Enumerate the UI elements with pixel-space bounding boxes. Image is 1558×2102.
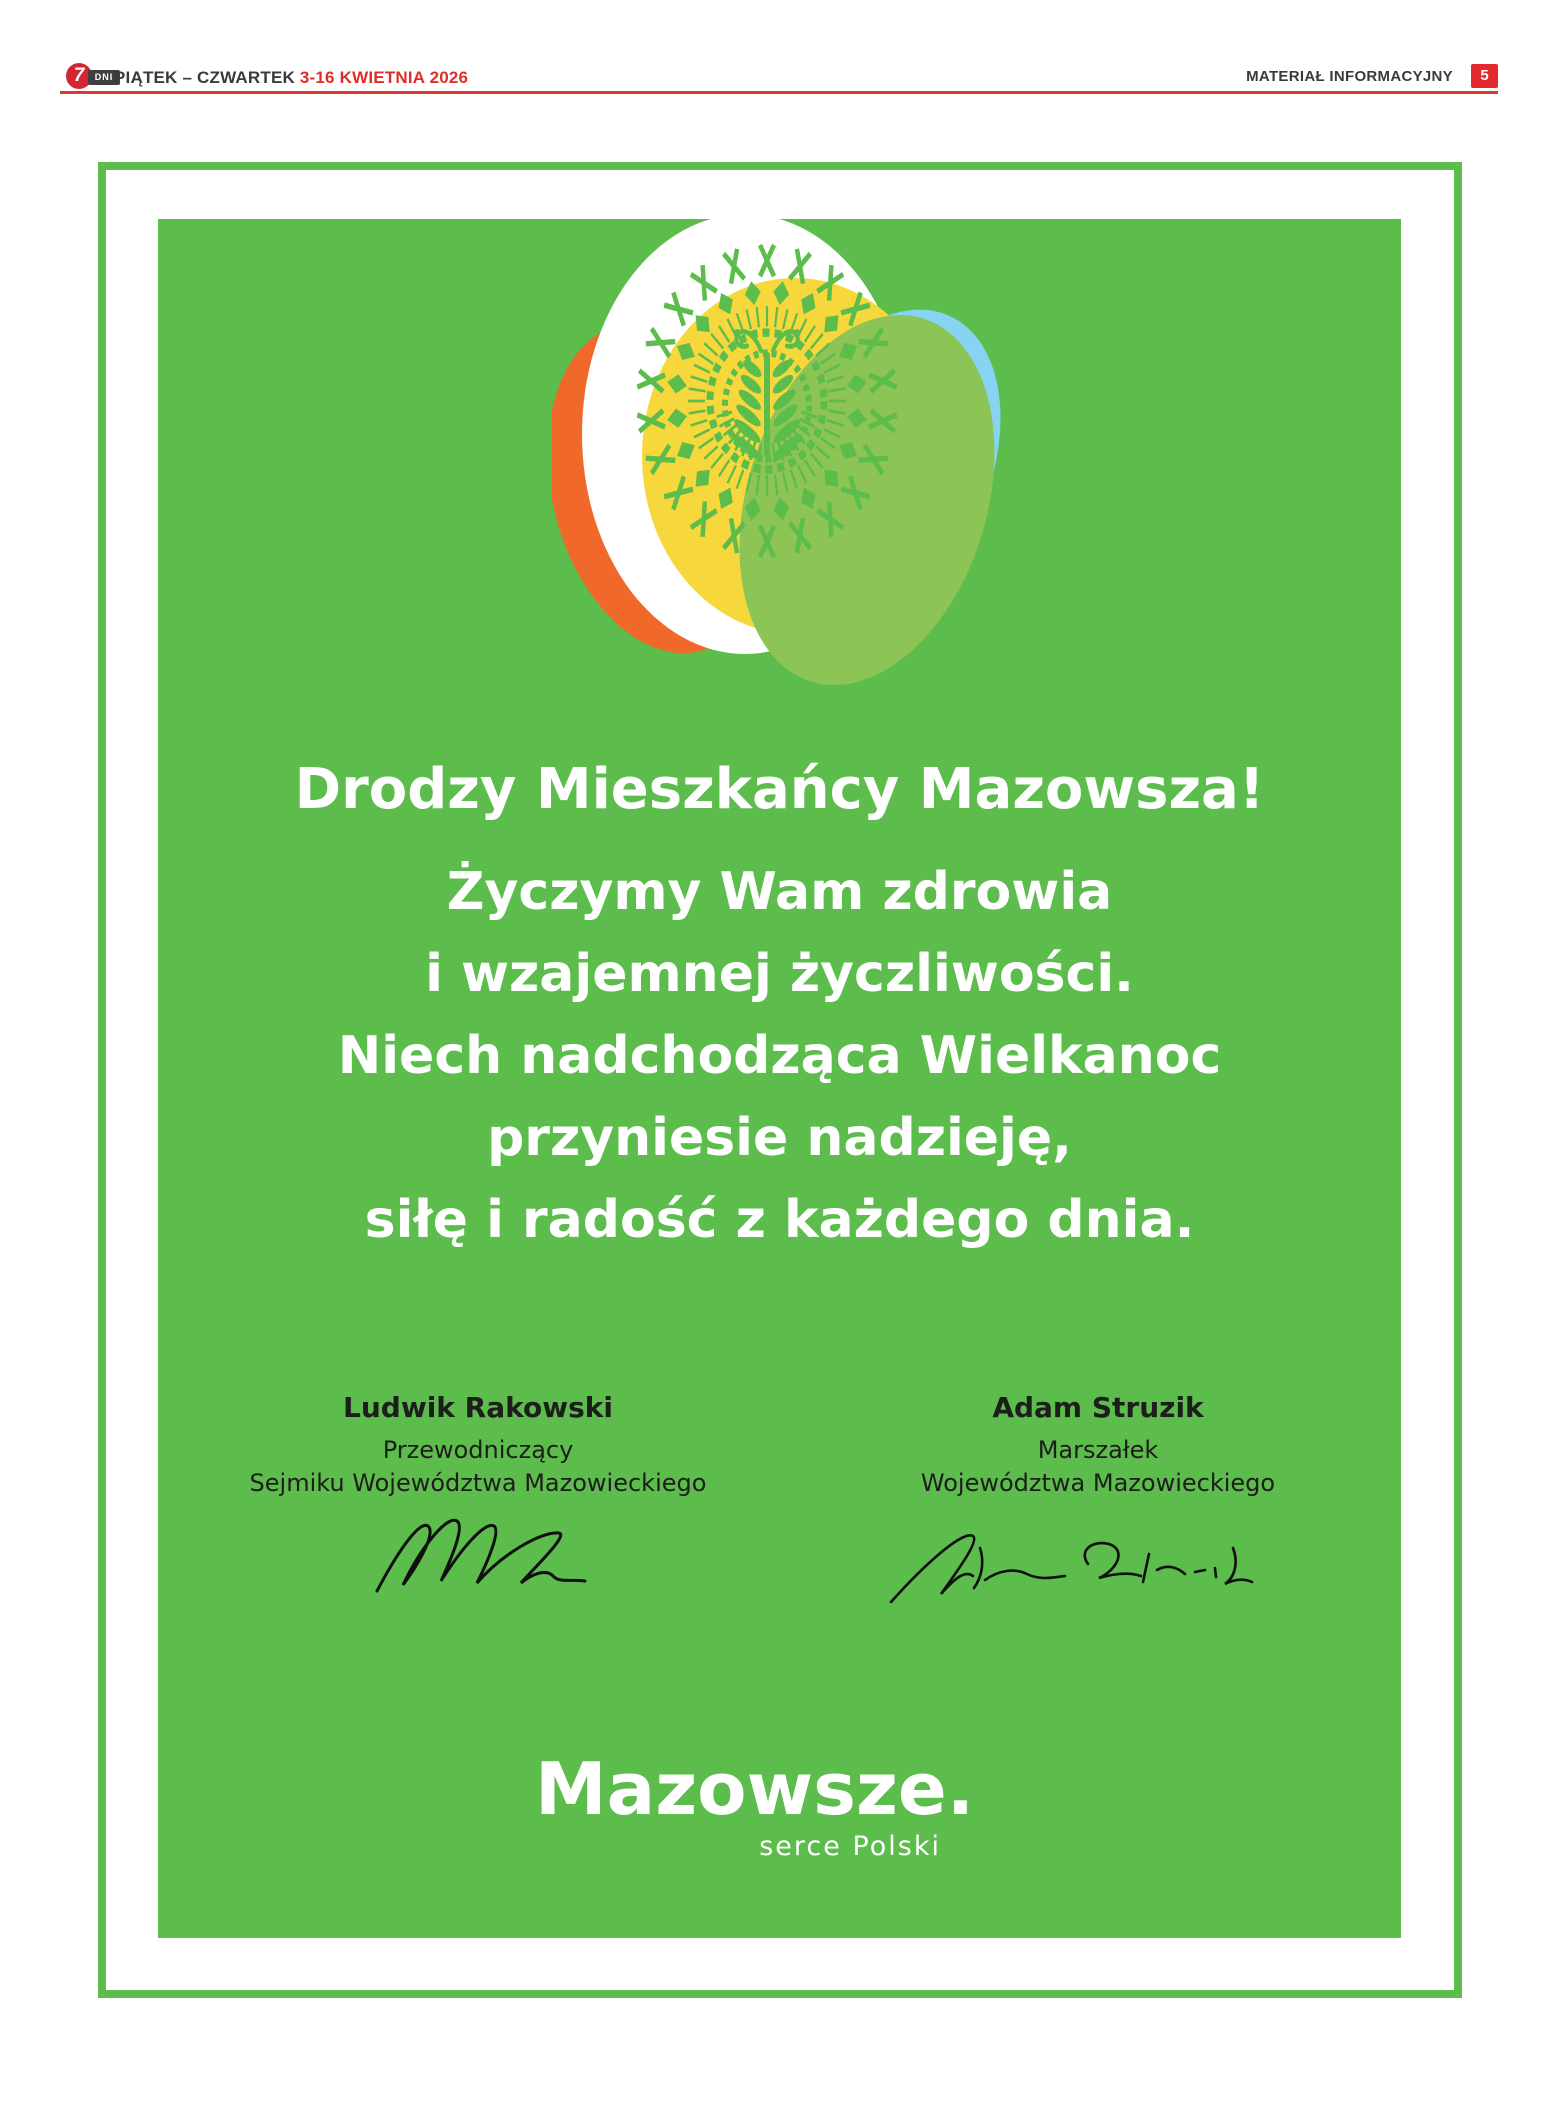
greeting-line: siłę i radość z każdego dnia. xyxy=(364,1190,1195,1250)
signatory-title: Sejmiku Województwa Mazowieckiego xyxy=(249,1469,707,1497)
greeting-text xyxy=(158,851,1401,1261)
easter-egg-illustration xyxy=(552,213,1012,713)
signature-adam-struzik xyxy=(883,1514,1268,1609)
greeting-card-panel xyxy=(158,219,1401,1938)
header-rule xyxy=(60,91,1498,94)
signatory-right xyxy=(858,1391,1338,1500)
signatory-name: Adam Struzik xyxy=(992,1391,1204,1424)
signatory-left xyxy=(238,1391,718,1500)
signatory-name: Ludwik Rakowski xyxy=(343,1391,613,1424)
issue-date-prefix: PIĄTEK – CZWARTEK xyxy=(114,68,300,87)
greeting-line: i wzajemnej życzliwości. xyxy=(425,944,1134,1004)
page-number-badge: 5 xyxy=(1471,64,1498,88)
logo-dni-badge: DNI xyxy=(88,70,120,85)
logo-seven-icon: 7 xyxy=(66,63,92,89)
material-label: MATERIAŁ INFORMACYJNY xyxy=(1246,67,1453,85)
signature-ludwik-rakowski xyxy=(363,1507,608,1612)
mazowsze-wordmark: Mazowsze. xyxy=(535,1747,975,1831)
greeting-heading: Drodzy Mieszkańcy Mazowsza! xyxy=(294,757,1265,822)
greeting-line: Życzymy Wam zdrowia xyxy=(446,862,1113,922)
mazowsze-logo xyxy=(535,1747,975,1862)
header-right xyxy=(1246,64,1498,88)
issue-date-range: 3-16 KWIETNIA 2026 xyxy=(299,68,469,87)
signatory-title: Marszałek xyxy=(1037,1436,1159,1464)
signatory-title: Przewodniczący xyxy=(382,1436,574,1464)
issue-date-line xyxy=(114,68,468,88)
greeting-line: Niech nadchodząca Wielkanoc xyxy=(337,1026,1222,1086)
signatory-title: Województwa Mazowieckiego xyxy=(920,1469,1276,1497)
greeting-line: przyniesie nadzieję, xyxy=(487,1108,1072,1168)
page-header xyxy=(60,45,1498,91)
mazowsze-tagline: serce Polski xyxy=(759,1831,941,1862)
